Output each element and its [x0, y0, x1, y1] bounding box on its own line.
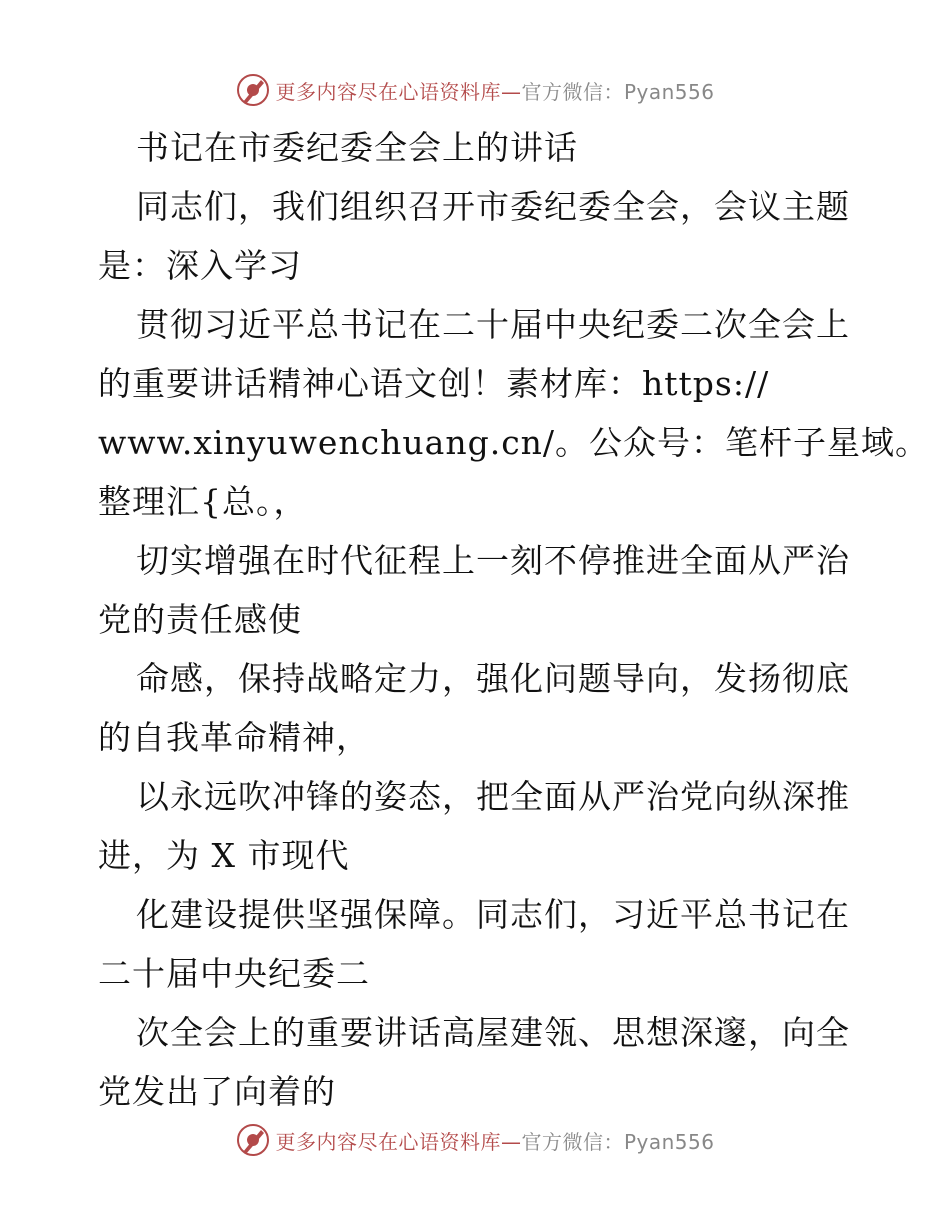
body-line: 二十届中央纪委二 — [98, 954, 370, 993]
document-title: 书记在市委纪委全会上的讲话 — [136, 128, 578, 167]
body-line: 进，为 X 市现代 — [98, 836, 350, 875]
quill-logo-icon — [235, 72, 271, 108]
body-line: 贯彻习近平总书记在二十届中央纪委二次全会上 — [136, 305, 850, 344]
banner-title: 更多内容尽在心语资料库 — [275, 1129, 501, 1154]
quill-logo-icon — [235, 1122, 271, 1158]
body-line: 以永远吹冲锋的姿态，把全面从严治党向纵深推 — [136, 777, 850, 816]
body-line: 的重要讲话精神心语文创！素材库：https:// — [98, 364, 770, 403]
document-body — [98, 118, 930, 1121]
body-line: 次全会上的重要讲话高屋建瓴、思想深邃，向全 — [136, 1013, 850, 1052]
footer-watermark-banner — [0, 1120, 950, 1160]
body-line: www.xinyuwenchuang.cn/。公众号：笔杆子星域。 — [98, 423, 930, 462]
banner-wechat: 官方微信：Pyan556 — [521, 79, 715, 104]
body-line: 切实增强在时代征程上一刻不停推进全面从严治 — [136, 541, 850, 580]
header-watermark-banner — [0, 70, 950, 110]
body-line: 党发出了向着的 — [98, 1072, 336, 1111]
banner-separator: — — [500, 79, 522, 104]
body-line: 同志们，我们组织召开市委纪委全会，会议主题 — [136, 187, 850, 226]
body-line: 是：深入学习 — [98, 246, 302, 285]
body-line: 化建设提供坚强保障。同志们，习近平总书记在 — [136, 895, 850, 934]
body-line: 整理汇{总。， — [98, 482, 308, 521]
banner-wechat: 官方微信：Pyan556 — [521, 1129, 715, 1154]
body-line: 的自我革命精神， — [98, 718, 370, 757]
body-line: 党的责任感使 — [98, 600, 302, 639]
banner-title: 更多内容尽在心语资料库 — [275, 79, 501, 104]
banner-separator: — — [500, 1129, 522, 1154]
body-line: 命感，保持战略定力，强化问题导向，发扬彻底 — [136, 659, 850, 698]
